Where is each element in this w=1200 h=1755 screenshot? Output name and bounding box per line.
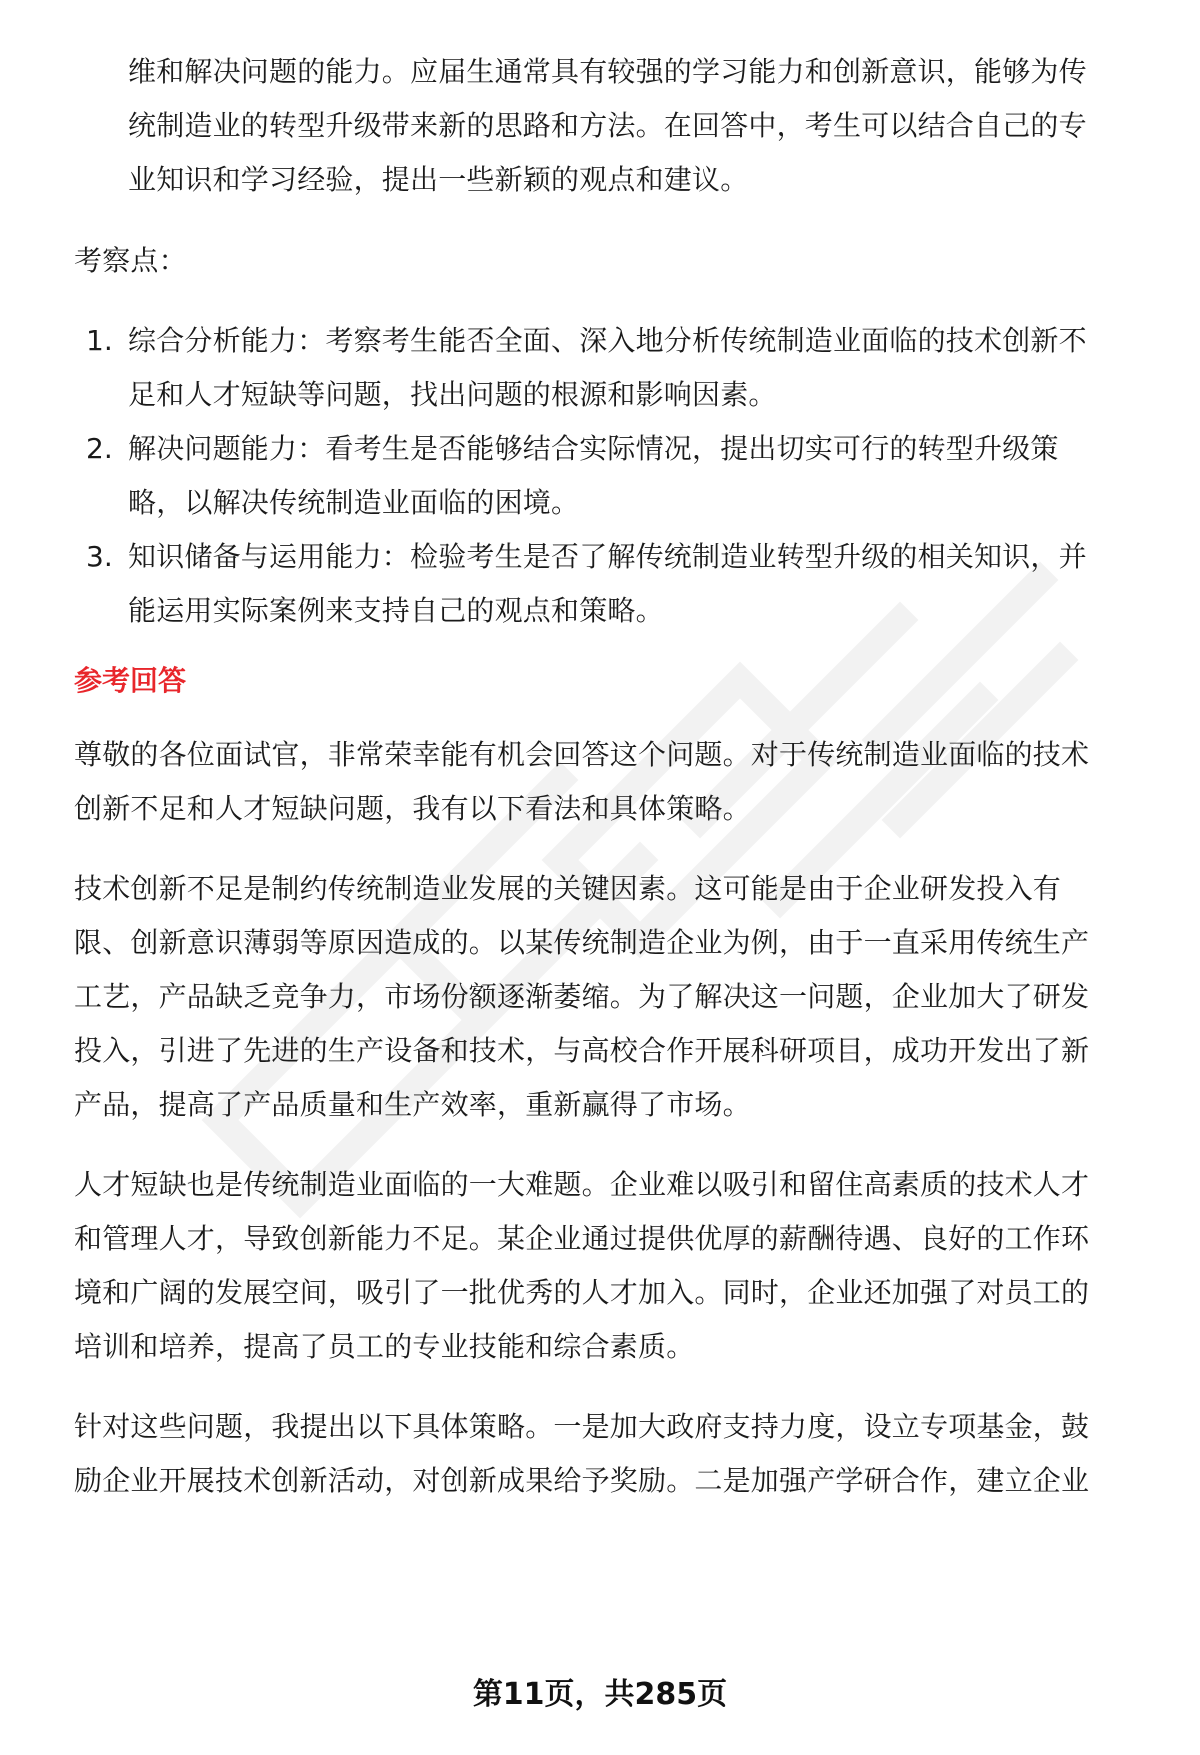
- point-number: 1.: [86, 324, 113, 357]
- paragraph-line: 境和广阔的发展空间，吸引了一批优秀的人才加入。同时，企业还加强了对员工的: [74, 1276, 1090, 1309]
- intro-line: 业知识和学习经验，提出一些新颖的观点和建议。: [128, 163, 749, 196]
- section-label: 考察点：: [74, 244, 187, 277]
- paragraph-line: 产品，提高了产品质量和生产效率，重新赢得了市场。: [74, 1088, 751, 1121]
- paragraph-line: 工艺，产品缺乏竞争力，市场份额逐渐萎缩。为了解决这一问题，企业加大了研发: [74, 980, 1090, 1013]
- point-number: 2.: [86, 432, 113, 465]
- paragraph-line: 投入，引进了先进的生产设备和技术，与高校合作开展科研项目，成功开发出了新: [74, 1034, 1090, 1067]
- intro-line: 维和解决问题的能力。应届生通常具有较强的学习能力和创新意识，能够为传: [128, 55, 1087, 88]
- point-line: 知识储备与运用能力：检验考生是否了解传统制造业转型升级的相关知识，并: [128, 540, 1087, 573]
- paragraph-line: 培训和培养，提高了员工的专业技能和综合素质。: [74, 1330, 695, 1363]
- intro-line: 统制造业的转型升级带来新的思路和方法。在回答中，考生可以结合自己的专: [128, 109, 1087, 142]
- point-line: 综合分析能力：考察考生能否全面、深入地分析传统制造业面临的技术创新不: [128, 324, 1087, 357]
- paragraph-line: 和管理人才，导致创新能力不足。某企业通过提供优厚的薪酬待遇、良好的工作环: [74, 1222, 1090, 1255]
- paragraph-line: 人才短缺也是传统制造业面临的一大难题。企业难以吸引和留住高素质的技术人才: [74, 1168, 1090, 1201]
- paragraph-line: 尊敬的各位面试官，非常荣幸能有机会回答这个问题。对于传统制造业面临的技术: [74, 738, 1090, 771]
- point-number: 3.: [86, 540, 113, 573]
- answer-heading: 参考回答: [74, 664, 187, 697]
- point-line: 略，以解决传统制造业面临的困境。: [128, 486, 580, 519]
- paragraph-line: 励企业开展技术创新活动，对创新成果给予奖励。二是加强产学研合作，建立企业: [74, 1464, 1090, 1497]
- paragraph-line: 创新不足和人才短缺问题，我有以下看法和具体策略。: [74, 792, 751, 825]
- point-line: 足和人才短缺等问题，找出问题的根源和影响因素。: [128, 378, 777, 411]
- paragraph-line: 针对这些问题，我提出以下具体策略。一是加大政府支持力度，设立专项基金，鼓: [74, 1410, 1090, 1443]
- paragraph-line: 技术创新不足是制约传统制造业发展的关键因素。这可能是由于企业研发投入有: [74, 872, 1062, 905]
- paragraph-line: 限、创新意识薄弱等原因造成的。以某传统制造企业为例，由于一直采用传统生产: [74, 926, 1090, 959]
- point-line: 能运用实际案例来支持自己的观点和策略。: [128, 594, 664, 627]
- point-line: 解决问题能力：看考生是否能够结合实际情况，提出切实可行的转型升级策: [128, 432, 1059, 465]
- page-footer: 第11页，共285页: [472, 1677, 728, 1712]
